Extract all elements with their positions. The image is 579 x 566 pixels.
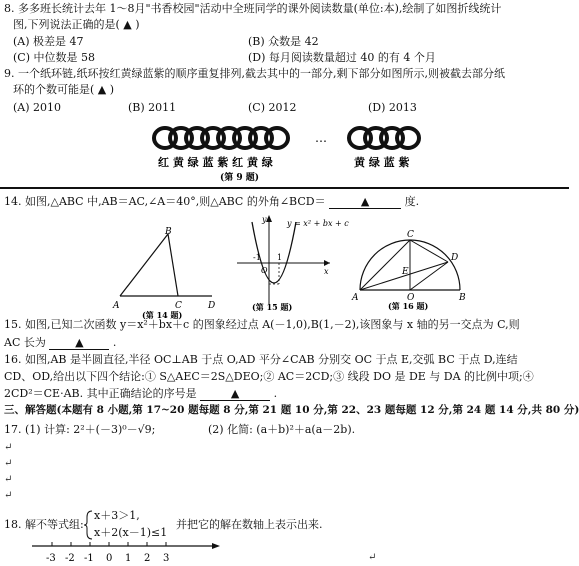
fig15-caption: (第 15 题) <box>252 302 293 312</box>
fig16-label-b: B <box>459 293 466 303</box>
fig14-label-a: A <box>113 301 120 311</box>
fig14-triangle <box>110 222 220 322</box>
fig14-caption: (第 14 题) <box>142 310 183 320</box>
return-mark-2: ↵ <box>4 458 13 469</box>
q9-stem-line1: 9. 一个纸环链,纸环按红黄绿蓝紫的顺序重复排列,截去其中的一部分,剩下部分如图所示,则被截去部分纸 <box>4 67 505 80</box>
number-line-label: 0 <box>106 553 113 564</box>
fig16-label-a: A <box>352 293 359 303</box>
ring-colors-right: 黄 绿 蓝 紫 <box>354 156 410 169</box>
fig14-label-d: D <box>208 301 216 311</box>
fig14-label-b: B <box>165 227 172 237</box>
q14-suffix: 度. <box>404 195 420 208</box>
q16-answer-blank: ▲ <box>200 387 270 401</box>
ring-chain-left <box>154 128 288 148</box>
q9-option-c: (C) 2012 <box>248 101 297 114</box>
return-mark-5: ↵ <box>368 552 377 563</box>
q18-inequality-2: x＋2(x－1)≤1 <box>94 526 168 539</box>
q8-option-b: (B) 众数是 42 <box>248 35 319 48</box>
fig15-function-label: y = x² + bx + c <box>287 219 349 228</box>
q14-stem-text: 14. 如图,△ABC 中,AB＝AC,∠A＝40°,则△ABC 的外角∠BCD＝ <box>4 195 326 208</box>
section-3-heading: 三、解答题(本题有 8 小题,第 17~20 题每题 8 分,第 21 题 10 分,第 22、23 题每题 12 分,第 24 题 14 分,共 80 分) <box>4 404 579 416</box>
q15-line2-text: AC 长为 <box>4 336 46 349</box>
return-mark-4: ↵ <box>4 490 13 501</box>
q9-option-b: (B) 2011 <box>128 101 177 114</box>
q15-answer-blank: ▲ <box>49 336 109 350</box>
ring-chain-dots: … <box>315 131 327 145</box>
return-mark-1: ↵ <box>4 442 13 453</box>
fig16-caption: (第 16 题) <box>388 301 429 311</box>
fig15-y-label: y <box>262 215 267 224</box>
fig15-x-label: x <box>324 267 329 276</box>
q18-tail: 并把它的解在数轴上表示出来. <box>176 518 323 531</box>
q14-answer-blank: ▲ <box>329 195 401 209</box>
q17-part1: 17. (1) 计算: 2²＋(－3)⁰－√9; <box>4 423 156 436</box>
ring-colors-left: 红 黄 绿 蓝 紫 红 黄 绿 <box>158 156 273 169</box>
fig15-neg1-label: -1 <box>253 253 261 262</box>
fig16-semicircle <box>350 212 470 312</box>
fig16-label-d: D <box>451 253 459 263</box>
fig15-parabola <box>232 212 349 312</box>
q16-line2: CD、OD,给出以下四个结论:① S△AEC＝2S△DEO;② AC＝2CD;③ 线段 DO 是 DE 与 DA 的比例中项;④ <box>4 370 534 383</box>
ring-chain-figure <box>0 118 569 193</box>
number-line-label: -1 <box>84 553 94 564</box>
fig14-label-c: C <box>175 301 182 311</box>
q8-stem-line2: 图,下列说法正确的是( ▲ ) <box>13 18 140 31</box>
q15-line2 <box>4 336 116 350</box>
q17-part2: (2) 化简: (a＋b)²＋a(a－2b). <box>208 423 356 436</box>
q16-line3-text: 2CD²＝CE·AB. 其中正确结论的序号是 <box>4 387 197 400</box>
fig15-one-label: 1 <box>277 253 283 262</box>
return-mark-3: ↵ <box>4 474 13 485</box>
q18-inequality-1: x＋3＞1, <box>94 509 140 522</box>
q8-option-d: (D) 每月阅读数量超过 40 的有 4 个月 <box>248 51 436 64</box>
fig16-label-o: O <box>407 293 415 303</box>
q15-line2-end: . <box>112 336 117 349</box>
page-divider <box>0 187 569 189</box>
q14-stem <box>4 195 419 209</box>
number-line-label: 1 <box>125 553 132 564</box>
ring-chain-right <box>349 128 419 148</box>
q9-option-d: (D) 2013 <box>368 101 417 114</box>
number-line-label: 3 <box>163 553 170 564</box>
fig15-origin-label: O <box>261 266 268 275</box>
fig16-label-e: E <box>402 267 409 277</box>
q9-option-a: (A) 2010 <box>13 101 62 114</box>
number-line-label: -3 <box>46 553 56 564</box>
q16-line3 <box>4 387 277 401</box>
fig16-label-c: C <box>407 230 414 240</box>
number-line-label: -2 <box>65 553 75 564</box>
number-line-label: 2 <box>144 553 151 564</box>
q18-lead: 18. 解不等式组: <box>4 518 84 531</box>
q15-line1: 15. 如图,已知二次函数 y＝x²＋bx＋c 的图象经过点 A(－1,0),B(1,－2),该图象与 x 轴的另一交点为 C,则 <box>4 318 520 331</box>
q8-stem-line1: 8. 多多班长统计去年 1～8月"书香校园"活动中全班同学的课外阅读数量(单位:本),绘制了如图折线统计 <box>4 2 502 15</box>
q8-option-a: (A) 极差是 47 <box>13 35 84 48</box>
q18-number-line <box>30 536 230 566</box>
fig9-caption: (第 9 题) <box>220 173 260 183</box>
q16-line1: 16. 如图,AB 是半圆直径,半径 OC⊥AB 于点 O,AD 平分∠CAB 分别交 OC 于点 E,交弧 BC 于点 D,连结 <box>4 353 518 366</box>
q9-stem-line2: 环的个数可能是( ▲ ) <box>13 83 115 96</box>
q8-option-c: (C) 中位数是 58 <box>13 51 95 64</box>
q16-line3-end: . <box>273 387 278 400</box>
